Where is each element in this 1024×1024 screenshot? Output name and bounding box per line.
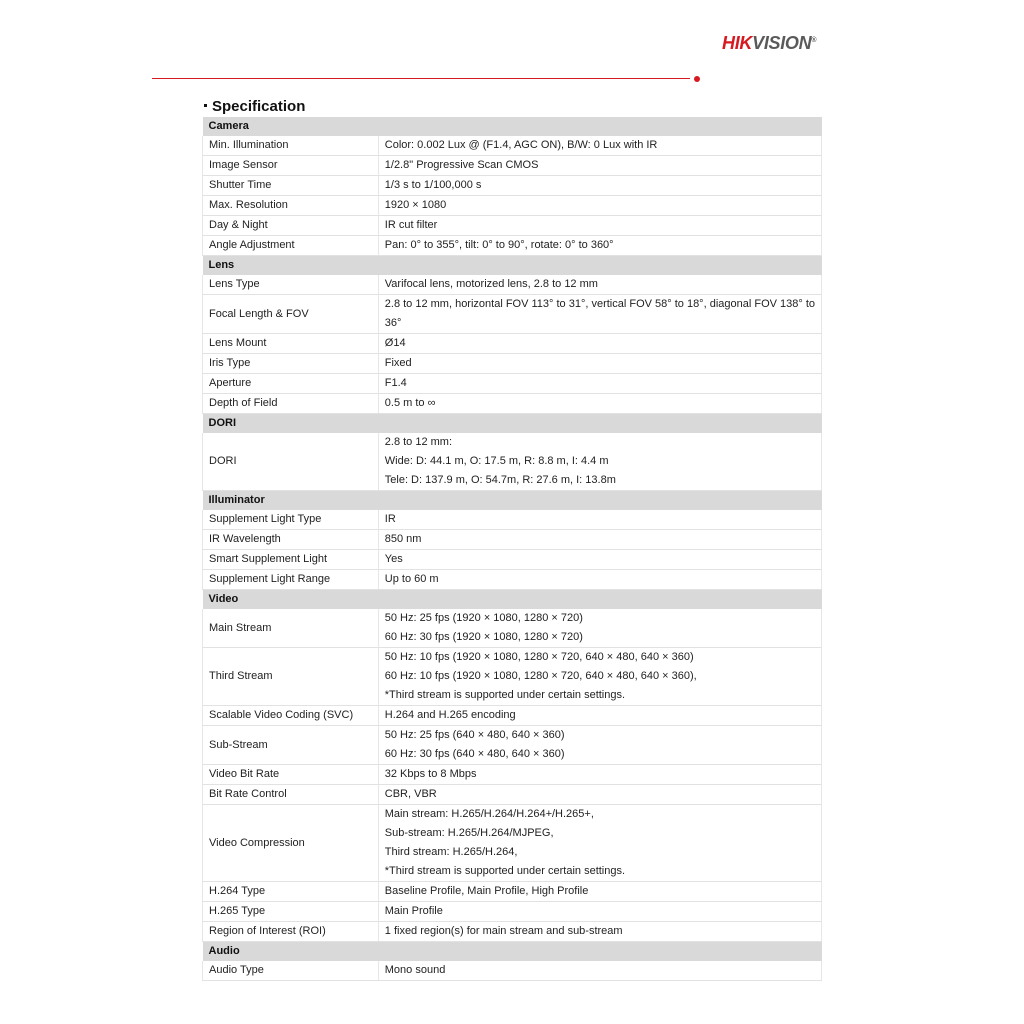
spec-value-line: 1 fixed region(s) for main stream and sub-stream: [384, 925, 623, 937]
spec-row: [203, 902, 822, 922]
spec-row: [203, 275, 822, 295]
spec-value-line: IR: [384, 513, 396, 525]
spec-row: [203, 805, 822, 882]
section-title: Camera: [203, 117, 822, 136]
spec-value: [378, 805, 821, 882]
spec-row: [203, 354, 822, 374]
spec-row: [203, 882, 822, 902]
spec-value-line: F1.4: [384, 377, 407, 389]
spec-row: [203, 236, 822, 256]
section-header-video: [203, 590, 822, 610]
spec-key: Scalable Video Coding (SVC): [203, 706, 379, 726]
spec-value: [378, 433, 821, 491]
spec-key: Bit Rate Control: [203, 785, 379, 805]
section-title: Lens: [203, 256, 822, 276]
spec-row: [203, 334, 822, 354]
section-title: Video: [203, 590, 822, 610]
section-header-dori: [203, 414, 822, 434]
spec-value: [378, 334, 821, 354]
spec-value: [378, 510, 821, 530]
spec-key: Focal Length & FOV: [203, 295, 379, 334]
spec-key: H.265 Type: [203, 902, 379, 922]
logo-hik: HIK: [722, 33, 753, 53]
spec-value-line: Wide: D: 44.1 m, O: 17.5 m, R: 8.8 m, I: 4.4 m: [384, 455, 609, 467]
spec-row: [203, 295, 822, 334]
logo-vision: VISION: [752, 33, 812, 53]
spec-key: Image Sensor: [203, 156, 379, 176]
spec-value-line: 50 Hz: 25 fps (1920 × 1080, 1280 × 720): [384, 612, 583, 624]
section-title: Audio: [203, 942, 822, 962]
spec-key: Smart Supplement Light: [203, 550, 379, 570]
spec-value: [378, 275, 821, 295]
spec-value: [378, 354, 821, 374]
spec-row: [203, 176, 822, 196]
spec-row: [203, 648, 822, 706]
section-header-illuminator: [203, 491, 822, 511]
spec-row: [203, 156, 822, 176]
section-title: DORI: [203, 414, 822, 434]
spec-key: Lens Mount: [203, 334, 379, 354]
spec-key: Video Bit Rate: [203, 765, 379, 785]
spec-value: [378, 648, 821, 706]
spec-key: Supplement Light Range: [203, 570, 379, 590]
spec-value-line: IR cut filter: [384, 219, 438, 231]
spec-key: Day & Night: [203, 216, 379, 236]
spec-value-line: 50 Hz: 10 fps (1920 × 1080, 1280 × 720, 640 × 480, 640 × 360): [384, 651, 694, 663]
spec-key: DORI: [203, 433, 379, 491]
spec-key: Aperture: [203, 374, 379, 394]
spec-value-line: Fixed: [384, 357, 412, 369]
spec-table: [202, 117, 822, 981]
spec-value-line: Baseline Profile, Main Profile, High Profile: [384, 885, 589, 897]
spec-value: [378, 216, 821, 236]
spec-table-body: [203, 117, 822, 981]
spec-value-line: 2.8 to 12 mm:: [384, 436, 453, 448]
spec-value: [378, 176, 821, 196]
spec-value: [378, 765, 821, 785]
spec-value: [378, 706, 821, 726]
spec-value-line: 32 Kbps to 8 Mbps: [384, 768, 477, 780]
spec-row: [203, 550, 822, 570]
spec-row: [203, 609, 822, 648]
spec-value: [378, 196, 821, 216]
spec-value-line: 50 Hz: 25 fps (640 × 480, 640 × 360): [384, 729, 565, 741]
spec-row: [203, 196, 822, 216]
spec-row: [203, 765, 822, 785]
spec-key: Lens Type: [203, 275, 379, 295]
spec-row: [203, 961, 822, 981]
spec-key: Third Stream: [203, 648, 379, 706]
spec-row: [203, 570, 822, 590]
spec-key: Max. Resolution: [203, 196, 379, 216]
spec-key: Sub-Stream: [203, 726, 379, 765]
header-rule-dot: [694, 76, 700, 82]
spec-value: [378, 961, 821, 981]
spec-key: Min. Illumination: [203, 136, 379, 156]
spec-key: H.264 Type: [203, 882, 379, 902]
spec-value-line: Tele: D: 137.9 m, O: 54.7m, R: 27.6 m, I: 13.8m: [384, 474, 616, 486]
spec-value: [378, 530, 821, 550]
spec-value: [378, 726, 821, 765]
spec-value-line: Main stream: H.265/H.264/H.264+/H.265+,: [384, 808, 594, 820]
spec-key: Video Compression: [203, 805, 379, 882]
spec-row: [203, 785, 822, 805]
spec-value-line: 1/3 s to 1/100,000 s: [384, 179, 482, 191]
spec-key: IR Wavelength: [203, 530, 379, 550]
spec-value-line: 60 Hz: 10 fps (1920 × 1080, 1280 × 720, 640 × 480, 640 × 360),: [384, 670, 697, 682]
logo-registered-mark: ®: [811, 37, 817, 44]
spec-value-line: Ø14: [384, 337, 406, 349]
spec-row: [203, 510, 822, 530]
spec-value-line: Color: 0.002 Lux @ (F1.4, AGC ON), B/W: 0 Lux with IR: [384, 139, 658, 151]
spec-value-line: CBR, VBR: [384, 788, 437, 800]
spec-value: [378, 156, 821, 176]
spec-value: [378, 374, 821, 394]
spec-value: [378, 902, 821, 922]
section-header-audio: [203, 942, 822, 962]
spec-row: [203, 394, 822, 414]
spec-value-line: Yes: [384, 553, 403, 565]
spec-value-line: Third stream: H.265/H.264,: [384, 846, 518, 858]
spec-value: [378, 570, 821, 590]
spec-value: [378, 785, 821, 805]
spec-value-line: H.264 and H.265 encoding: [384, 709, 516, 721]
spec-key: Audio Type: [203, 961, 379, 981]
header-rule: [152, 78, 690, 79]
spec-row: [203, 726, 822, 765]
spec-value-line: *Third stream is supported under certain settings.: [384, 865, 626, 877]
spec-value-line: 1920 × 1080: [384, 199, 447, 211]
spec-row: [203, 530, 822, 550]
spec-value-line: Mono sound: [384, 964, 446, 976]
spec-value: [378, 609, 821, 648]
spec-value: [378, 394, 821, 414]
spec-row: [203, 922, 822, 942]
section-header-camera: [203, 117, 822, 136]
spec-key: Main Stream: [203, 609, 379, 648]
spec-value: [378, 882, 821, 902]
spec-value-line: Up to 60 m: [384, 573, 439, 585]
spec-key: Angle Adjustment: [203, 236, 379, 256]
spec-key: Shutter Time: [203, 176, 379, 196]
spec-value: [378, 236, 821, 256]
page-title: [204, 98, 305, 115]
spec-value: [378, 136, 821, 156]
spec-value-line: 60 Hz: 30 fps (1920 × 1080, 1280 × 720): [384, 631, 583, 643]
section-header-lens: [203, 256, 822, 276]
spec-row: [203, 433, 822, 491]
spec-row: [203, 374, 822, 394]
spec-value-line: 2.8 to 12 mm, horizontal FOV 113° to 31°, vertical FOV 58° to 18°, diagonal FOV 138° to: [384, 298, 815, 310]
spec-value-line: 36°: [384, 317, 402, 329]
spec-key: Iris Type: [203, 354, 379, 374]
spec-value-line: 1/2.8" Progressive Scan CMOS: [384, 159, 539, 171]
spec-value-line: 60 Hz: 30 fps (640 × 480, 640 × 360): [384, 748, 565, 760]
spec-key: Region of Interest (ROI): [203, 922, 379, 942]
spec-row: [203, 216, 822, 236]
spec-value: [378, 550, 821, 570]
spec-value-line: Varifocal lens, motorized lens, 2.8 to 12 mm: [384, 278, 598, 290]
spec-row: [203, 136, 822, 156]
spec-value-line: Main Profile: [384, 905, 443, 917]
spec-row: [203, 706, 822, 726]
brand-logo: [722, 33, 816, 54]
bullet-icon: [204, 104, 207, 107]
spec-value: [378, 295, 821, 334]
section-title: Illuminator: [203, 491, 822, 511]
spec-value-line: Sub-stream: H.265/H.264/MJPEG,: [384, 827, 554, 839]
spec-value-line: 850 nm: [384, 533, 422, 545]
spec-value-line: 0.5 m to ∞: [384, 397, 436, 409]
page-title-text: Specification: [212, 98, 306, 115]
spec-value-line: *Third stream is supported under certain settings.: [384, 689, 626, 701]
spec-value: [378, 922, 821, 942]
spec-key: Supplement Light Type: [203, 510, 379, 530]
spec-value-line: Pan: 0° to 355°, tilt: 0° to 90°, rotate: 0° to 360°: [384, 239, 614, 251]
spec-key: Depth of Field: [203, 394, 379, 414]
